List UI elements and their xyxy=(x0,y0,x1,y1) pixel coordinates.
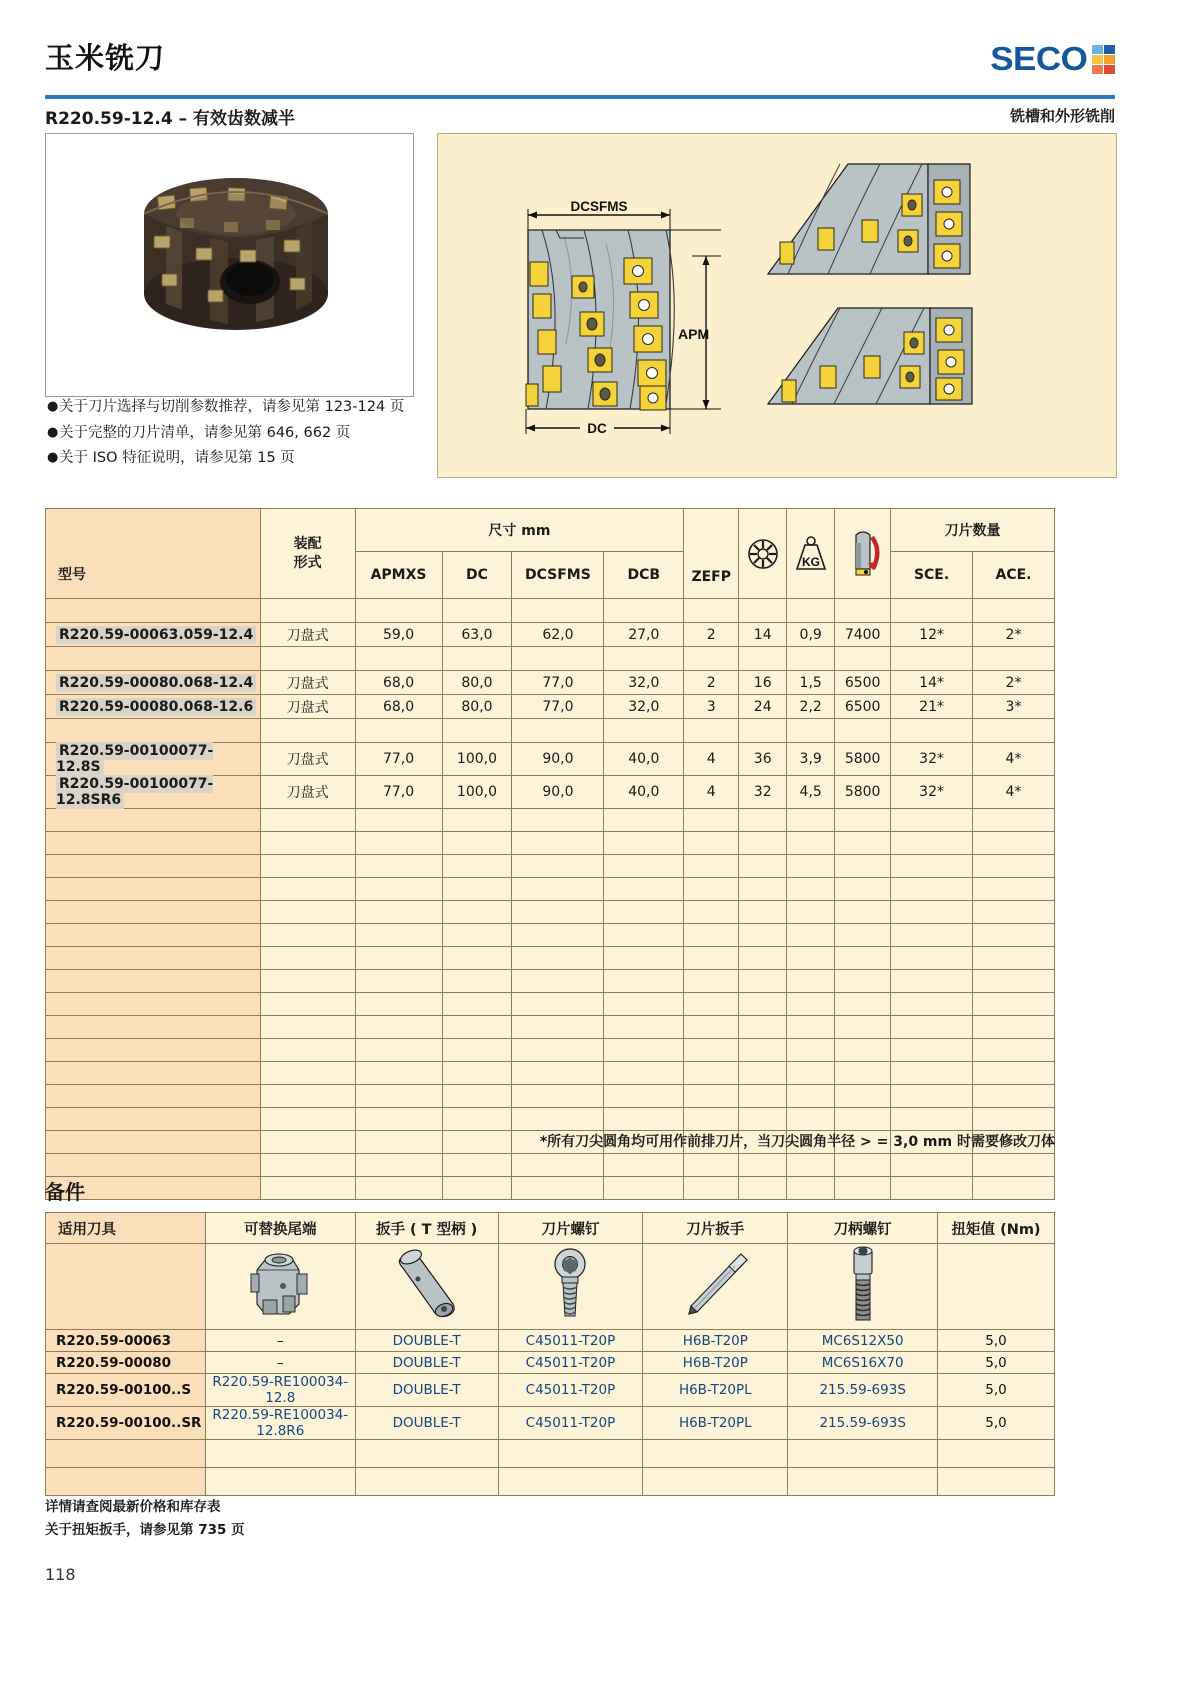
empty-row xyxy=(46,1062,1055,1085)
acc-image-row xyxy=(46,1244,1055,1330)
empty-row xyxy=(46,878,1055,901)
seco-logo xyxy=(990,40,1115,78)
spacer-row xyxy=(46,719,1055,743)
accessories-table xyxy=(45,1212,1055,1496)
socket-head-screw-icon xyxy=(843,1244,883,1324)
cell-zefp: 4 xyxy=(684,776,739,809)
acc-image-insert-wrench xyxy=(643,1244,788,1330)
specification-table xyxy=(45,508,1055,1200)
cell-ace: 4* xyxy=(973,776,1055,809)
header-rpm-icon-cell xyxy=(835,509,891,599)
svg-text:KG: KG xyxy=(801,554,820,569)
cell-mount: 刀盘式 xyxy=(260,671,355,695)
header-dcb: DCB xyxy=(604,552,684,599)
header-zefp: ZEFP xyxy=(691,569,732,585)
acc-header-row xyxy=(46,1213,1055,1244)
cell-model: R220.59-00080.068-12.6 xyxy=(46,695,261,719)
acc-image-shank xyxy=(205,1244,355,1330)
page-header xyxy=(45,36,1115,98)
empty-row xyxy=(46,855,1055,878)
cell-ace: 2* xyxy=(973,671,1055,695)
cell-dc: 80,0 xyxy=(442,695,512,719)
cell-ace: 3* xyxy=(973,695,1055,719)
acc-cell-insert-screw: C45011-T20P xyxy=(498,1352,643,1374)
acc-cell-wrench-t: DOUBLE-T xyxy=(355,1374,498,1407)
empty-row xyxy=(46,947,1055,970)
dim-label-apmx: APM xyxy=(678,326,710,342)
t-handle-wrench-icon xyxy=(387,1248,467,1320)
cell-sce: 14* xyxy=(891,671,973,695)
header-divider xyxy=(45,95,1115,99)
cell-dcsfms: 90,0 xyxy=(512,776,604,809)
cell-dc: 100,0 xyxy=(442,776,512,809)
table-row[interactable] xyxy=(46,776,1055,809)
empty-row xyxy=(46,1177,1055,1200)
header-dc: DC xyxy=(442,552,512,599)
cell-sce: 12* xyxy=(891,623,973,647)
acc-empty-row xyxy=(46,1468,1055,1496)
reference-bullet-list xyxy=(47,398,467,475)
acc-cell-tool: R220.59-00063 xyxy=(46,1330,206,1352)
acc-image-holder-screw xyxy=(788,1244,938,1330)
header-group-inserts: 刀片数量 xyxy=(891,509,1055,552)
cell-kg: 0,9 xyxy=(787,623,835,647)
empty-row xyxy=(46,1039,1055,1062)
technical-diagram xyxy=(437,133,1117,478)
cell-rpm: 7400 xyxy=(835,623,891,647)
accessories-title: 备件 xyxy=(45,1180,85,1204)
acc-cell-wrench-t: DOUBLE-T xyxy=(355,1352,498,1374)
acc-cell-tool: R220.59-00080 xyxy=(46,1352,206,1374)
empty-row xyxy=(46,809,1055,832)
bullet-dot-icon: ● xyxy=(47,424,59,440)
acc-row[interactable] xyxy=(46,1352,1055,1374)
acc-cell-insert-screw: C45011-T20P xyxy=(498,1374,643,1407)
bullet-text: 关于完整的刀片清单，请参见第 646, 662 页 xyxy=(59,424,351,441)
empty-row xyxy=(46,924,1055,947)
cell-dcsfms: 77,0 xyxy=(512,695,604,719)
cell-dc: 100,0 xyxy=(442,743,512,776)
footer-note-1: 详情请查阅最新价格和库存表 xyxy=(45,1499,221,1515)
header-dcsfms: DCSFMS xyxy=(512,552,604,599)
cell-model: R220.59-00100077-12.8SR6 xyxy=(46,776,261,809)
acc-image-insert-screw xyxy=(498,1244,643,1330)
header-sce: SCE. xyxy=(891,552,973,599)
spacer-row xyxy=(46,599,1055,623)
cell-kg: 2,2 xyxy=(787,695,835,719)
acc-cell-insert-wrench: H6B-T20PL xyxy=(643,1374,788,1407)
acc-cell-torque: 5,0 xyxy=(938,1374,1055,1407)
table-footnote: *所有刀尖圆角均可用作前排刀片，当刀尖圆角半径 > = 3,0 mm 时需要修改刀体 xyxy=(539,1134,1055,1150)
cell-ace: 2* xyxy=(973,623,1055,647)
cell-zefp: 3 xyxy=(684,695,739,719)
cell-rpm: 6500 xyxy=(835,671,891,695)
cell-apmxs: 68,0 xyxy=(355,695,442,719)
cell-dcb: 32,0 xyxy=(604,695,684,719)
cell-mount: 刀盘式 xyxy=(260,695,355,719)
subheader xyxy=(45,104,1115,130)
header-teeth-icon-cell xyxy=(739,509,787,599)
cell-mount: 刀盘式 xyxy=(260,743,355,776)
acc-row[interactable] xyxy=(46,1330,1055,1352)
seco-logo-squares xyxy=(1092,45,1115,74)
cell-dcsfms: 90,0 xyxy=(512,743,604,776)
header-model-cell xyxy=(46,509,261,599)
acc-cell-insert-screw: C45011-T20P xyxy=(498,1407,643,1440)
cell-sce: 21* xyxy=(891,695,973,719)
acc-cell-tool: R220.59-00100..SR xyxy=(46,1407,206,1440)
table-row[interactable] xyxy=(46,671,1055,695)
seco-wordmark: SECO xyxy=(990,40,1088,77)
acc-header-insert-wrench: 刀片扳手 xyxy=(643,1213,788,1244)
cell-ace: 4* xyxy=(973,743,1055,776)
cell-model: R220.59-00100077-12.8S xyxy=(46,743,261,776)
cell-apmxs: 77,0 xyxy=(355,743,442,776)
cell-dcb: 40,0 xyxy=(604,776,684,809)
cell-teeth: 24 xyxy=(739,695,787,719)
cell-rpm: 5800 xyxy=(835,743,891,776)
cutter-body-icon xyxy=(243,1244,317,1324)
cell-apmxs: 77,0 xyxy=(355,776,442,809)
acc-header-torque: 扭矩值 (Nm) xyxy=(938,1213,1055,1244)
header-mount-line2: 形式 xyxy=(293,554,322,571)
cell-teeth: 32 xyxy=(739,776,787,809)
bullet-text: 关于 ISO 特征说明，请参见第 15 页 xyxy=(59,450,295,467)
empty-row xyxy=(46,1085,1055,1108)
torx-key-icon xyxy=(675,1248,755,1320)
acc-cell-insert-wrench: H6B-T20P xyxy=(643,1330,788,1352)
cell-sce: 32* xyxy=(891,776,973,809)
cell-dcb: 27,0 xyxy=(604,623,684,647)
acc-cell-wrench-t: DOUBLE-T xyxy=(355,1330,498,1352)
table-row[interactable] xyxy=(46,695,1055,719)
footer-notes xyxy=(45,1496,245,1542)
acc-cell-torque: 5,0 xyxy=(938,1330,1055,1352)
cell-dcsfms: 62,0 xyxy=(512,623,604,647)
acc-empty-row xyxy=(46,1440,1055,1468)
cell-zefp: 4 xyxy=(684,743,739,776)
acc-header-insert-screw: 刀片螺钉 xyxy=(498,1213,643,1244)
cell-zefp: 2 xyxy=(684,623,739,647)
acc-cell-insert-wrench: H6B-T20P xyxy=(643,1352,788,1374)
acc-image-wrench-t xyxy=(355,1244,498,1330)
empty-row xyxy=(46,1016,1055,1039)
acc-cell-insert-screw: C45011-T20P xyxy=(498,1330,643,1352)
spec-table xyxy=(45,508,1055,1200)
cell-dcb: 40,0 xyxy=(604,743,684,776)
acc-header-tool: 适用刀具 xyxy=(46,1213,206,1244)
list-item xyxy=(47,449,467,469)
cell-dc: 80,0 xyxy=(442,671,512,695)
header-ace: ACE. xyxy=(973,552,1055,599)
bullet-dot-icon: ● xyxy=(47,399,59,414)
acc-cell-wrench-t: DOUBLE-T xyxy=(355,1407,498,1440)
cell-zefp: 2 xyxy=(684,671,739,695)
cell-rpm: 5800 xyxy=(835,776,891,809)
acc-cell-shank: R220.59-RE100034-12.8R6 xyxy=(205,1407,355,1440)
acc-cell-holder-screw: 215.59-693S xyxy=(788,1374,938,1407)
cell-kg: 3,9 xyxy=(787,743,835,776)
product-photo xyxy=(45,133,414,397)
cell-model: R220.59-00080.068-12.4 xyxy=(46,671,261,695)
acc-header-holder-screw: 刀柄螺钉 xyxy=(788,1213,938,1244)
cell-model: R220.59-00063.059-12.4 xyxy=(46,623,261,647)
cell-rpm: 6500 xyxy=(835,695,891,719)
cell-dcsfms: 77,0 xyxy=(512,671,604,695)
page-title: 玉米铣刀 xyxy=(45,41,166,75)
acc-row[interactable] xyxy=(46,1407,1055,1440)
acc-cell-torque: 5,0 xyxy=(938,1352,1055,1374)
max-rpm-tool-icon xyxy=(843,529,883,579)
acc-cell-shank: – xyxy=(205,1330,355,1352)
cell-dc: 63,0 xyxy=(442,623,512,647)
acc-cell-shank: R220.59-RE100034-12.8 xyxy=(205,1374,355,1407)
empty-row xyxy=(46,993,1055,1016)
page-number: 118 xyxy=(45,1565,76,1584)
empty-row xyxy=(46,1108,1055,1131)
cell-teeth: 16 xyxy=(739,671,787,695)
acc-cell-tool: R220.59-00100..S xyxy=(46,1374,206,1407)
bullet-text: 关于刀片选择与切削参数推荐，请参见第 123-124 页 xyxy=(59,399,405,415)
acc-header-shank: 可替换尾端 xyxy=(205,1213,355,1244)
acc-cell-holder-screw: MC6S12X50 xyxy=(788,1330,938,1352)
acc-table xyxy=(45,1212,1055,1496)
cell-teeth: 14 xyxy=(739,623,787,647)
cell-mount: 刀盘式 xyxy=(260,776,355,809)
header-group-dimensions: 尺寸 mm xyxy=(355,509,684,552)
cell-kg: 4,5 xyxy=(787,776,835,809)
weight-kg-icon xyxy=(793,535,829,573)
torx-screw-icon xyxy=(545,1246,595,1322)
product-code-heading: R220.59-12.4 – 有效齿数减半 xyxy=(45,109,296,129)
acc-row[interactable] xyxy=(46,1374,1055,1407)
header-zefp-cell xyxy=(684,509,739,599)
empty-row xyxy=(46,970,1055,993)
bullet-dot-icon: ● xyxy=(47,450,59,466)
table-header-group-row xyxy=(46,509,1055,552)
header-mount-cell xyxy=(260,509,355,599)
table-row[interactable] xyxy=(46,743,1055,776)
empty-row xyxy=(46,901,1055,924)
application-heading: 铣槽和外形铣削 xyxy=(1009,107,1115,125)
acc-cell-torque: 5,0 xyxy=(938,1407,1055,1440)
spacer-row xyxy=(46,647,1055,671)
cell-kg: 1,5 xyxy=(787,671,835,695)
dim-label-dcsfms: DCSFMS xyxy=(570,199,628,214)
cell-apmxs: 59,0 xyxy=(355,623,442,647)
header-weight-icon-cell xyxy=(787,509,835,599)
cell-sce: 32* xyxy=(891,743,973,776)
cell-apmxs: 68,0 xyxy=(355,671,442,695)
footer-note-2: 关于扭矩扳手，请参见第 735 页 xyxy=(45,1521,245,1538)
acc-image-tool-blank xyxy=(46,1244,206,1330)
acc-cell-insert-wrench: H6B-T20PL xyxy=(643,1407,788,1440)
header-model: 型号 xyxy=(46,516,260,592)
empty-row xyxy=(46,1154,1055,1177)
acc-header-wrench-t: 扳手 ( T 型柄 ) xyxy=(355,1213,498,1244)
acc-cell-shank: – xyxy=(205,1352,355,1374)
header-apmxs: APMXS xyxy=(355,552,442,599)
table-row[interactable] xyxy=(46,623,1055,647)
cell-teeth: 36 xyxy=(739,743,787,776)
header-mount-line1: 装配 xyxy=(293,535,322,552)
acc-cell-holder-screw: 215.59-693S xyxy=(788,1407,938,1440)
cutter-teeth-icon xyxy=(746,537,780,571)
acc-image-torque-blank xyxy=(938,1244,1055,1330)
cell-dcb: 32,0 xyxy=(604,671,684,695)
list-item xyxy=(47,424,467,444)
acc-cell-holder-screw: MC6S16X70 xyxy=(788,1352,938,1374)
cell-mount: 刀盘式 xyxy=(260,623,355,647)
empty-row xyxy=(46,832,1055,855)
dim-label-dc: DC xyxy=(587,421,607,436)
list-item xyxy=(47,398,467,418)
